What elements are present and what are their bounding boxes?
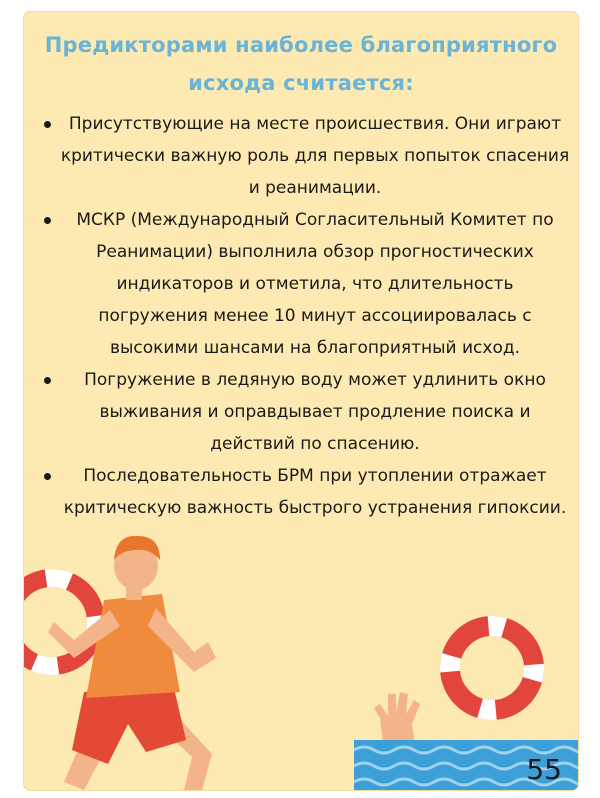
bullet-dot-icon xyxy=(44,377,51,384)
page-number: 55 xyxy=(526,753,562,786)
list-item-text: Присутствующие на месте происшествия. Они играют критически важную роль для первых попыток спасения и реанимации. xyxy=(60,114,570,198)
bullet-dot-icon xyxy=(44,121,51,128)
list-item xyxy=(38,108,570,204)
list-item-text: Последовательность БРМ при утоплении отражает критическую важность быстрого устранения гипоксии. xyxy=(63,466,567,518)
list-item-text: Погружение в ледяную воду может удлинить окно выживания и оправдывает продление поиска и действий по спасению. xyxy=(84,370,546,454)
slide-card xyxy=(24,12,578,790)
bullet-dot-icon xyxy=(44,473,51,480)
slide-title xyxy=(24,26,578,102)
bullet-dot-icon xyxy=(44,217,51,224)
predictor-list xyxy=(38,108,570,524)
list-item xyxy=(38,364,570,460)
list-item xyxy=(38,204,570,364)
runner-life-ring-icon xyxy=(24,578,96,666)
title-line-1: Предикторами наиболее благоприятного xyxy=(44,33,558,57)
title-line-2: исхода считается: xyxy=(188,71,414,95)
list-item xyxy=(38,460,570,524)
list-item-text: МСКР (Международный Согласительный Комитет по Реанимации) выполнила обзор прогностических индикаторов и отметила, что длительность погружения менее 10 минут ассоциировалась с высокими шансами на благоприятный исход. xyxy=(76,210,554,358)
life-ring-icon xyxy=(450,626,534,710)
